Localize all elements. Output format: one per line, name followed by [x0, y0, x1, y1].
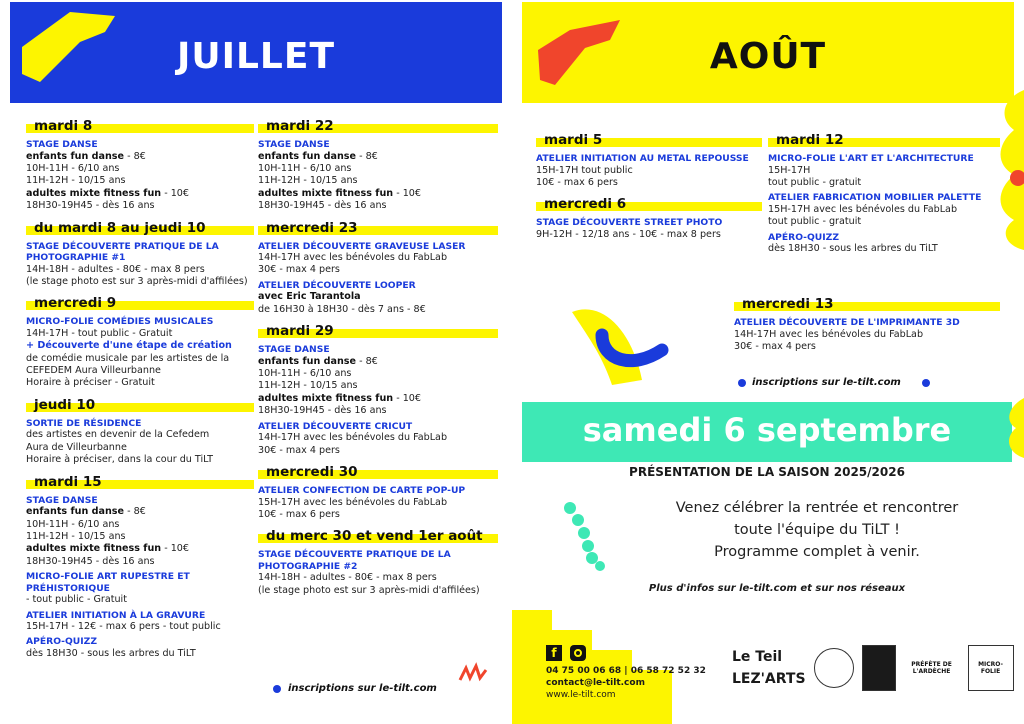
day-block [26, 295, 254, 390]
prefete-logo: PRÉFÈTE DE L'ARDÈCHE [911, 661, 952, 675]
promo-line-2: toute l'équipe du TiLT ! [734, 522, 900, 538]
event-detail: 15H-17H avec les bénévoles du FabLab [768, 203, 958, 215]
day-block [258, 464, 498, 521]
promo-line-3: Programme complet à venir. [714, 544, 920, 560]
event-detail: 18H30-19H45 - dès 16 ans [26, 200, 155, 212]
inscriptions-link-juillet[interactable]: inscriptions sur le-tilt.com [288, 683, 437, 694]
event-detail: 11H-12H - 10/15 ans [26, 530, 126, 542]
event-detail: 30€ - max 4 pers [258, 264, 340, 276]
promo-text [572, 497, 1024, 563]
day-heading [258, 220, 498, 237]
day-label: mardi 5 [544, 132, 603, 148]
day-label: mercredi 13 [742, 296, 834, 312]
inscriptions-link-aout[interactable]: inscriptions sur le-tilt.com [752, 377, 901, 388]
event-title[interactable]: ATELIER INITIATION À LA GRAVURE [26, 609, 206, 621]
day-label: mardi 15 [34, 473, 102, 490]
event-title[interactable]: ATELIER DÉCOUVERTE GRAVEUSE LASER [258, 240, 466, 252]
event-title[interactable]: STAGE DANSE [258, 344, 330, 356]
event-detail [26, 188, 254, 200]
event-detail: des artistes en devenir de la Cefedem [26, 429, 210, 441]
event-detail [26, 543, 254, 555]
event-detail: 14H-17H avec les bénévoles du FabLab [734, 328, 924, 340]
septembre-date: samedi 6 septembre [582, 411, 952, 449]
day-label: du merc 30 et vend 1er août [266, 528, 483, 545]
day-heading [258, 118, 498, 135]
event-detail: 18H30-19H45 - dès 16 ans [258, 200, 387, 212]
event-detail: de comédie musicale par les artistes de la CEFEDEM Aura Villeurbanne [26, 352, 230, 377]
event-detail: (le stage photo est sur 3 après-midi d'affilées) [258, 584, 480, 596]
event-detail: 10H-11H - 6/10 ans [258, 162, 352, 174]
event-detail: de 16H30 à 18H30 - dès 7 ans - 8€ [258, 303, 426, 315]
micro-folie-logo: MICRO-FOLIE [968, 645, 1014, 691]
detail-label: adultes mixte fitness fun [258, 187, 394, 199]
day-block [258, 323, 498, 457]
detail-value: - 10€ [393, 392, 422, 404]
event-title[interactable]: ATELIER CONFECTION DE CARTE POP-UP [258, 485, 466, 496]
event-title[interactable]: ATELIER DÉCOUVERTE CRICUT [258, 420, 413, 432]
event-detail: 14H-18H - adultes - 80€ - max 8 pers [26, 263, 205, 275]
event-detail: 10H-11H - 6/10 ans [26, 518, 120, 530]
event-title[interactable]: STAGE DANSE [26, 139, 98, 150]
day-block [26, 397, 254, 467]
event-title[interactable]: MICRO-FOLIE L'ART ET L'ARCHITECTURE [768, 153, 974, 164]
event-title[interactable]: ATELIER DÉCOUVERTE LOOPER [258, 279, 416, 291]
aout-wide-column [734, 296, 1000, 360]
day-heading [258, 528, 498, 545]
yellow-blob-shape [998, 398, 1024, 458]
detail-label: enfants fun danse [26, 506, 125, 518]
month-title-aout: AOÛT [709, 36, 827, 77]
event-title[interactable]: STAGE DÉCOUVERTE PRATIQUE DE LA PHOTOGRAPHIE #1 [26, 240, 219, 264]
promo-line-1: Venez célébrer la rentrée et rencontrer [675, 500, 959, 516]
yellow-stairs-shape [512, 590, 702, 724]
aout-banner [522, 2, 1014, 103]
event-detail: Aura de Villeurbanne [26, 441, 127, 453]
lez-arts-text: LEZ'ARTS [732, 671, 806, 687]
detail-value: - 8€ [124, 150, 146, 162]
contact-phones: 04 75 00 06 68 | 06 58 72 52 32 [546, 666, 706, 676]
yellow-blue-shape [562, 300, 682, 390]
asterisk-icon [736, 377, 748, 389]
event-detail: Horaire à préciser - Gratuit [26, 377, 155, 389]
event-title[interactable]: ATELIER INITIATION AU METAL REPOUSSE [536, 153, 749, 164]
event-detail: 14H-17H - tout public - Gratuit [26, 327, 173, 339]
day-block [536, 196, 762, 241]
event-detail: 18H30-19H45 - dès 16 ans [258, 405, 387, 417]
aout-column-2 [768, 132, 1000, 263]
event-detail [26, 151, 254, 163]
day-heading [258, 323, 498, 340]
event-detail: 10€ - max 6 pers [258, 508, 340, 520]
event-detail: 15H-17H tout public [536, 164, 633, 176]
event-detail: 10H-11H - 6/10 ans [258, 368, 352, 380]
event-detail [258, 188, 498, 200]
detail-value: - 10€ [161, 187, 190, 199]
day-label: mercredi 6 [544, 196, 627, 213]
more-info-text: Plus d'infos sur le-tilt.com et sur nos réseaux [648, 583, 906, 594]
tempo-danse-logo [814, 648, 854, 688]
event-detail: 15H-17H avec les bénévoles du FabLab [258, 496, 448, 508]
event-detail: 30€ - max 4 pers [258, 444, 340, 456]
detail-label: enfants fun danse [26, 150, 125, 162]
asterisk-icon [270, 682, 284, 696]
day-label: mardi 29 [266, 323, 334, 340]
event-detail: - tout public - Gratuit [26, 594, 127, 606]
day-block [258, 118, 498, 213]
event-detail: 30€ - max 4 pers [734, 340, 816, 352]
contact-email[interactable]: contact@le-tilt.com [546, 678, 645, 688]
day-block [26, 118, 254, 213]
saison-subtitle: PRÉSENTATION DE LA SAISON 2025/2026 [629, 465, 905, 479]
day-label: mardi 22 [266, 118, 334, 134]
detail-value: - 8€ [356, 150, 378, 162]
day-heading [26, 474, 254, 491]
detail-value: - 8€ [124, 506, 146, 518]
detail-value: - 8€ [356, 355, 378, 367]
day-heading [258, 464, 498, 481]
event-detail: 15H-17H [768, 164, 811, 176]
event-detail [258, 356, 498, 368]
detail-label: adultes mixte fitness fun [258, 392, 394, 404]
event-title[interactable]: STAGE DANSE [26, 494, 98, 506]
day-label: jeudi 10 [34, 396, 96, 413]
event-detail: 11H-12H - 10/15 ans [258, 380, 358, 392]
contact-block [546, 665, 706, 701]
event-title[interactable]: ATELIER FABRICATION MOBILIER PALETTE [768, 192, 982, 204]
social-icons [546, 645, 586, 661]
event-detail: avec Eric Tarantola [258, 291, 361, 303]
day-block [26, 474, 254, 661]
day-heading [734, 296, 1000, 313]
day-label: mercredi 30 [266, 464, 358, 480]
day-heading [26, 295, 254, 312]
event-detail: 18H30-19H45 - dès 16 ans [26, 555, 155, 567]
day-heading [26, 118, 254, 135]
event-detail: Horaire à préciser, dans la cour du TiLT [26, 454, 214, 466]
event-detail: 9H-12H - 12/18 ans - 10€ - max 8 pers [536, 228, 721, 240]
day-block [258, 528, 498, 597]
day-block [26, 220, 254, 289]
event-detail: dès 18H30 - sous les arbres du TiLT [26, 647, 196, 659]
day-block [768, 132, 1000, 256]
event-title[interactable]: STAGE DANSE [258, 139, 330, 150]
juillet-banner [10, 2, 502, 103]
event-detail: tout public - gratuit [768, 176, 862, 188]
event-detail: (le stage photo est sur 3 après-midi d'affilées) [26, 275, 248, 287]
event-title[interactable]: MICRO-FOLIE ART RUPESTRE ET PRÉHISTORIQUE [26, 571, 190, 594]
partner-logos [732, 638, 1014, 698]
contact-web[interactable]: www.le-tilt.com [546, 690, 616, 700]
detail-label: adultes mixte fitness fun [26, 543, 162, 555]
event-detail: 11H-12H - 10/15 ans [258, 175, 358, 187]
septembre-band [522, 402, 1012, 462]
event-title[interactable]: SORTIE DE RÉSIDENCE [26, 417, 142, 429]
detail-label: enfants fun danse [258, 150, 357, 162]
aout-page [512, 0, 1024, 724]
day-heading [26, 397, 254, 414]
month-title-juillet: JUILLET [176, 36, 336, 77]
event-detail: 14H-17H avec les bénévoles du FabLab [258, 252, 448, 264]
day-label: mercredi 23 [266, 219, 358, 236]
red-scribble-icon [456, 660, 490, 688]
caf-logo [862, 645, 896, 691]
event-title[interactable]: MICRO-FOLIE COMÉDIES MUSICALES [26, 316, 214, 328]
event-detail: tout public - gratuit [768, 216, 862, 228]
day-block [258, 220, 498, 317]
detail-label: adultes mixte fitness fun [26, 187, 162, 199]
event-detail: 10H-11H - 6/10 ans [26, 162, 120, 174]
detail-value: - 10€ [393, 187, 422, 199]
day-block [734, 296, 1000, 353]
day-label: mardi 12 [776, 132, 844, 148]
detail-value: - 10€ [161, 543, 190, 555]
event-detail: 10€ - max 6 pers [536, 176, 618, 188]
instagram-icon[interactable] [570, 645, 586, 661]
day-heading [768, 132, 1000, 149]
event-detail: 14H-17H avec les bénévoles du FabLab [258, 432, 448, 444]
event-detail: 15H-17H - 12€ - max 6 pers - tout public [26, 621, 221, 633]
le-teil-logo [732, 646, 806, 690]
event-detail [258, 393, 498, 405]
detail-label: enfants fun danse [258, 355, 357, 367]
juillet-column-2 [258, 118, 498, 604]
event-detail [26, 506, 254, 518]
day-block [536, 132, 762, 189]
event-title[interactable]: STAGE DÉCOUVERTE PRATIQUE DE LA PHOTOGRAPHIE #2 [258, 549, 451, 572]
event-title[interactable]: APÉRO-QUIZZ [768, 231, 840, 243]
day-label: mercredi 9 [34, 295, 117, 312]
event-title[interactable]: STAGE DÉCOUVERTE STREET PHOTO [536, 217, 723, 229]
event-detail [258, 151, 498, 163]
day-label: du mardi 8 au jeudi 10 [34, 219, 206, 236]
event-title[interactable]: ATELIER DÉCOUVERTE DE L'IMPRIMANTE 3D [734, 317, 960, 328]
juillet-column-1 [26, 118, 254, 667]
event-detail: dès 18H30 - sous les arbres du TiLT [768, 243, 938, 255]
le-teil-text: Le Teil [732, 649, 783, 665]
event-detail: 14H-18H - adultes - 80€ - max 8 pers [258, 572, 437, 584]
aout-column-1 [536, 132, 762, 248]
day-heading [536, 196, 762, 213]
event-title[interactable]: APÉRO-QUIZZ [26, 636, 98, 648]
facebook-icon[interactable]: f [546, 645, 562, 661]
day-heading [536, 132, 762, 149]
event-detail: 11H-12H - 10/15 ans [26, 175, 126, 187]
event-detail: + Découverte d'une étape de création [26, 340, 232, 352]
asterisk-icon [920, 377, 932, 389]
day-label: mardi 8 [34, 118, 93, 134]
day-heading [26, 220, 254, 237]
